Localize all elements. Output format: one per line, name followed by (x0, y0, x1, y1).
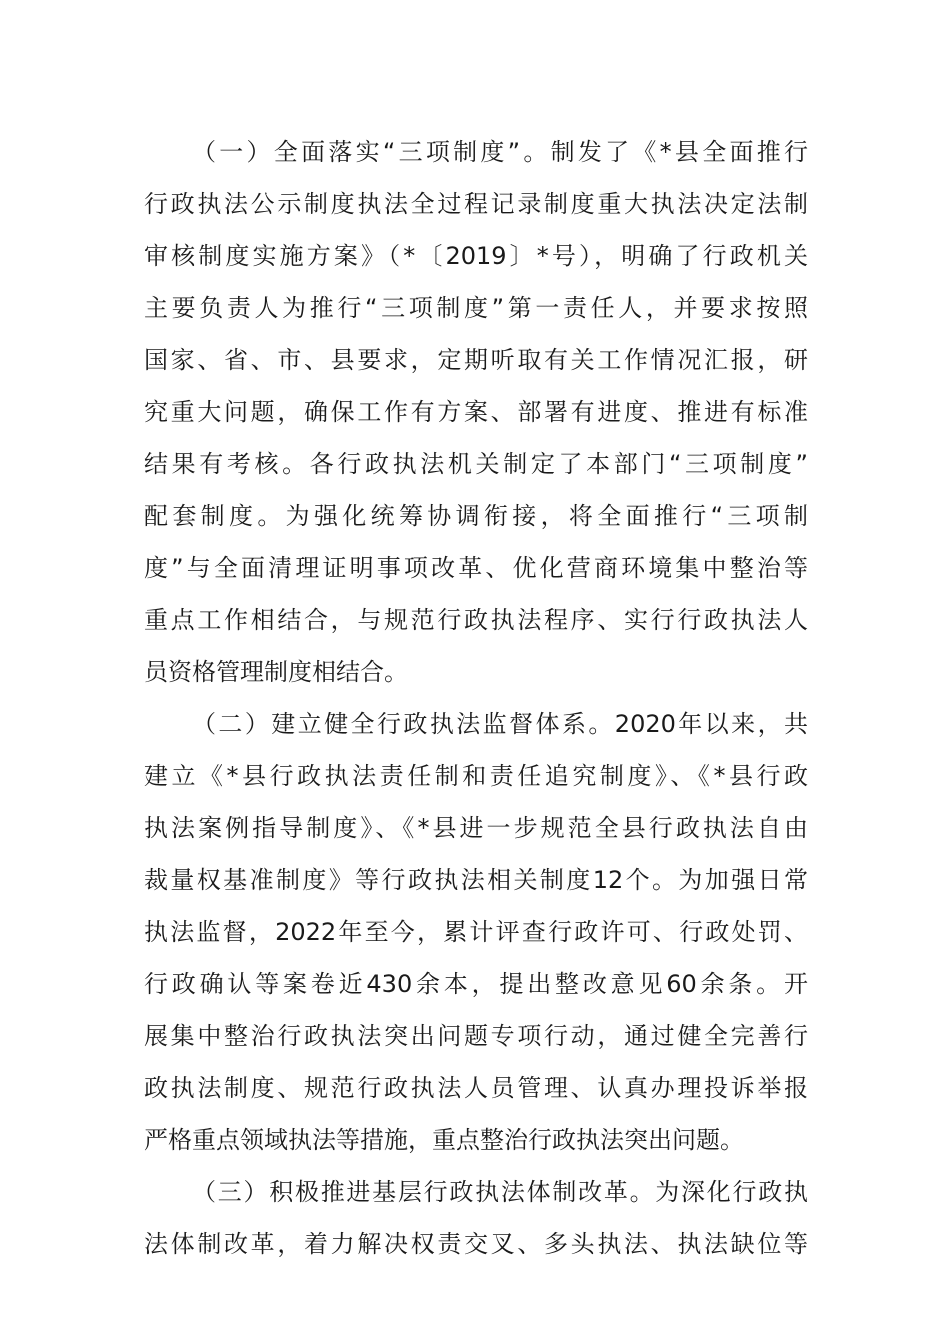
text-line: 国家、省、市、县要求，定期听取有关工作情况汇报，研 (144, 346, 808, 374)
text-line: 重点工作相结合，与规范行政执法程序、实行行政执法人 (144, 606, 808, 634)
paragraph-1 (144, 126, 808, 698)
text-line: （二）建立健全行政执法监督体系。2020年以来，共 (192, 710, 808, 738)
text-line: 配套制度。为强化统筹协调衔接，将全面推行“三项制 (144, 502, 808, 530)
paragraph-3 (144, 1166, 808, 1270)
document-body (144, 126, 808, 1270)
text-line: （三）积极推进基层行政执法体制改革。为深化行政执 (192, 1178, 808, 1206)
text-line: 建立《*县行政执法责任制和责任追究制度》、《*县行政 (144, 762, 808, 790)
paragraph-2 (144, 698, 808, 1166)
text-line: 度”与全面清理证明事项改革、优化营商环境集中整治等 (144, 554, 808, 582)
text-line: 究重大问题，确保工作有方案、部署有进度、推进有标准 (144, 398, 808, 426)
text-line: 裁量权基准制度》等行政执法相关制度12个。为加强日常 (144, 866, 808, 894)
text-line: 展集中整治行政执法突出问题专项行动，通过健全完善行 (144, 1022, 808, 1050)
text-line: 员资格管理制度相结合。 (144, 658, 408, 686)
text-line: 法体制改革，着力解决权责交叉、多头执法、执法缺位等 (144, 1230, 808, 1258)
text-line: 政执法制度、规范行政执法人员管理、认真办理投诉举报 (144, 1074, 808, 1102)
text-line: （一）全面落实“三项制度”。制发了《*县全面推行 (192, 138, 808, 166)
text-line: 主要负责人为推行“三项制度”第一责任人，并要求按照 (144, 294, 808, 322)
text-line: 审核制度实施方案》（*〔2019〕*号），明确了行政机关 (144, 242, 808, 270)
text-line: 结果有考核。各行政执法机关制定了本部门“三项制度” (144, 450, 808, 478)
text-line: 严格重点领域执法等措施，重点整治行政执法突出问题。 (144, 1126, 744, 1154)
text-line: 行政执法公示制度执法全过程记录制度重大执法决定法制 (144, 190, 808, 218)
text-line: 行政确认等案卷近430余本，提出整改意见60余条。开 (144, 970, 808, 998)
text-line: 执法监督，2022年至今，累计评查行政许可、行政处罚、 (144, 918, 808, 946)
text-line: 执法案例指导制度》、《*县进一步规范全县行政执法自由 (144, 814, 808, 842)
